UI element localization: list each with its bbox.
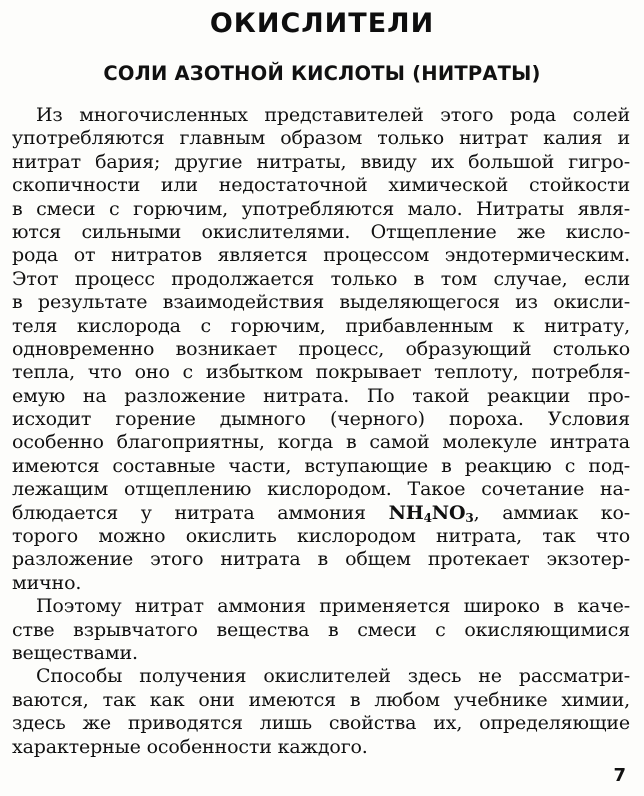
formula-subscript: 3 [465,510,474,525]
text-line: имеются составные части, вступающие в реакцию с под- [12,454,630,477]
formula-subscript: 4 [423,510,432,525]
paragraph-2 [12,595,630,665]
text-line: особенно благоприятны, когда в самой молекуле интрата [12,431,630,454]
body-text [12,104,630,759]
section-title: СОЛИ АЗОТНОЙ КИСЛОТЫ (НИТРАТЫ) [103,62,541,85]
text-line: ются сильными окислителями. Отщепление же кисло- [12,220,630,243]
chemical-formula [389,502,474,524]
text-line: стве взрывчатого вещества в смеси с окисляющимися [12,618,630,641]
text-segment: , аммиак ко- [473,501,631,524]
text-line: разложение этого нитрата в общем протекает экзотер- [12,548,630,571]
text-line: скопичности или недостаточной химической стойкости [12,174,630,197]
text-line: одновременно возникает процесс, образующий столько [12,337,630,360]
text-line: емую на разложение нитрата. По такой реакции про- [12,384,630,407]
text-line: торого можно окислить кислородом нитрата, так что [12,525,630,548]
text-line: ваются, так как они имеются в любом учебнике химии, [12,688,630,711]
text-line: лежащим отщеплению кислородом. Такое сочетание на- [12,478,630,501]
text-line: мично. [12,571,82,594]
paragraph-3 [12,665,630,759]
text-line: характерные особенности каждого. [12,735,368,758]
paragraph-1 [12,104,630,595]
text-line: веществами. [12,641,138,664]
page-number: 7 [613,765,626,786]
formula-part: NH [388,501,424,524]
text-line: теля кислорода с горючим, прибавленным к нитрату, [12,314,630,337]
text-line: в результате взаимодействия выделяющегося из окисли- [12,291,630,314]
text-line: в смеси с горючим, употребляются мало. Нитраты явля- [12,197,630,220]
text-line: употребляются главным образом только нитрат калия и [12,127,630,150]
chapter-title: ОКИСЛИТЕЛИ [209,8,435,39]
text-line: Способы получения окислителей здесь не рассматри- [36,665,630,688]
formula-part: NO [431,501,466,524]
text-line: Поэтому нитрат аммония применяется широко в каче- [36,595,630,618]
text-segment: блюдается у нитрата аммония [12,501,389,524]
text-line: здесь же приводятся лишь свойства их, определяющие [12,712,630,735]
text-line: рода от нитратов является процессом эндотермическим. [12,244,630,267]
text-line: Из многочисленных представителей этого рода солей [36,104,630,126]
text-line: тепла, что оно с избытком покрывает теплоту, потребля- [12,361,630,384]
formula-line [12,502,630,525]
text-line: нитрат бария; другие нитраты, ввиду их большой гигро- [12,150,630,173]
text-line: исходит горение дымного (черного) пороха. Условия [12,408,630,431]
text-line: Этот процесс продолжается только в том случае, если [12,267,630,290]
